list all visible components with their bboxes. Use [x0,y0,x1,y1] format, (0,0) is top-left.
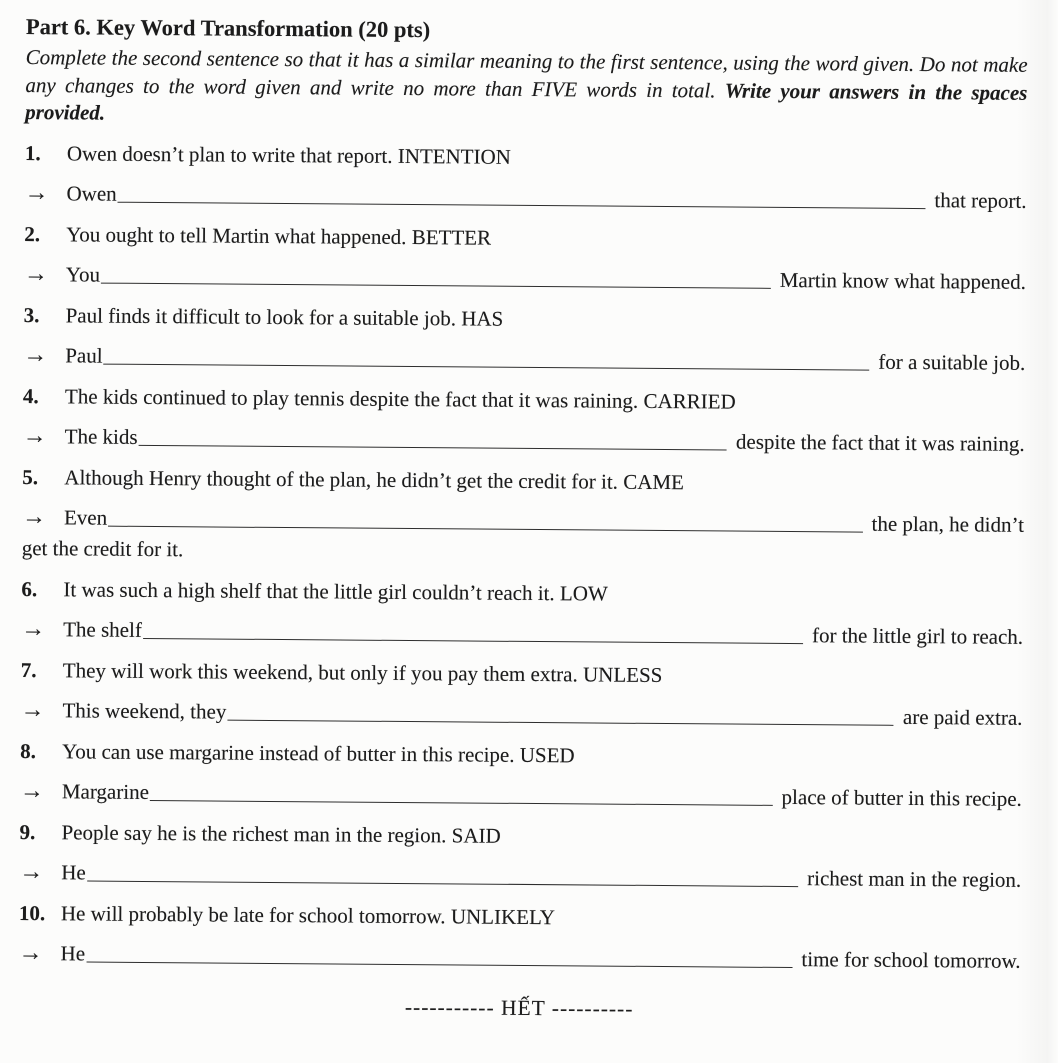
answer-row [23,421,1025,458]
key-word: UNLIKELY [450,903,556,929]
answer-blank-line [101,264,771,288]
question-text: Paul finds it difficult to look for a suitable job. [65,302,457,330]
answer-row [24,178,1026,215]
answer-suffix: for the little girl to reach. [811,622,1024,649]
answer-blank-line [150,782,773,806]
question-sentence [61,899,555,932]
end-marker: ----------- HẾT ---------- [404,994,634,1021]
item-number: 4. [22,383,39,408]
arrow-icon: → [23,341,47,368]
question-sentence [66,301,504,333]
key-word: SAID [451,822,501,848]
answer-prefix: He [61,859,86,884]
question-sentence [67,139,511,171]
question-text: You ought to tell Martin what happened. [66,221,407,249]
key-word: CARRIED [643,388,736,414]
question-row [24,300,1026,337]
answer-blank-line [143,620,803,644]
question-row [20,736,1022,773]
answer-row [23,340,1025,377]
item-number: 3. [23,302,40,327]
question-row [24,219,1026,256]
answer-blank-line [118,183,926,208]
answer-suffix: despite the fact that it was raining. [735,429,1025,456]
question-text: The kids continued to play tennis despite the fact that it was raining. [64,383,639,413]
question-row [23,381,1025,418]
answer-suffix: richest man in the region. [807,865,1022,892]
answer-row [20,776,1022,813]
item-number: 2. [24,221,41,246]
question-sentence [62,737,575,770]
question-item [18,898,1021,975]
answer-suffix: time for school tomorrow. [801,946,1021,973]
item-number: 7. [20,657,37,682]
answer-prefix: The shelf [63,616,142,642]
answer-row [18,938,1020,975]
item-number: 9. [19,819,36,844]
answer-prefix: You [65,261,101,287]
answer-row [21,614,1023,651]
question-sentence [64,463,684,497]
answer-prefix: Paul [65,342,103,368]
answer-prefix: Even [63,504,108,530]
answer-blank-line [227,701,894,725]
arrow-icon: → [19,777,43,804]
question-item [19,817,1022,894]
item-number: 1. [24,140,41,165]
arrow-icon: → [24,179,48,206]
question-text: Although Henry thought of the plan, he didn’t get the credit for it. [64,464,619,494]
question-row [21,655,1023,692]
answer-blank-line [139,427,728,451]
question-text: Owen doesn’t plan to write that report. [66,140,393,168]
answer-blank-line [108,507,863,532]
question-item [20,736,1023,813]
answer-prefix: He [60,940,86,965]
instructions [25,44,1028,134]
answer-row [19,857,1021,894]
page-content [18,12,1028,1024]
question-item [24,138,1027,215]
question-item [23,381,1026,458]
answer-prefix: The kids [64,423,138,449]
question-sentence [61,818,500,850]
question-item [24,219,1027,296]
item-number: 10. [18,900,46,925]
answer-suffix: are paid extra. [902,704,1023,730]
answer-continuation: get the credit for it. [21,535,184,561]
question-sentence [63,656,663,690]
question-text: They will work this weekend, but only if you pay them extra. [62,657,578,686]
question-item [22,462,1025,570]
answer-row [20,695,1022,732]
arrow-icon: → [21,615,45,642]
answer-suffix: place of butter in this recipe. [781,784,1022,811]
key-word: LOW [559,580,608,606]
instructions-text: Complete the second sentence so that it has a similar meaning to the first sentence, using the word given. Do not make any changes to the word given and write no more than FIVE words in total. [25,44,1028,102]
question-text: He will probably be late for school tomorrow. [60,900,446,928]
key-word: INTENTION [397,143,511,169]
answer-prefix: Owen [66,180,117,206]
question-sentence [65,382,736,416]
items-list [18,138,1026,975]
answer-blank-line [86,943,793,967]
question-item [23,300,1026,377]
arrow-icon: → [22,422,46,449]
question-item [20,655,1023,732]
key-word: BETTER [411,224,492,250]
answer-prefix: Margarine [61,778,150,804]
question-row [25,138,1027,175]
arrow-icon: → [18,939,42,966]
question-text: You can use margarine instead of butter in this recipe. [62,738,515,767]
item-number: 5. [22,464,39,489]
question-item [21,574,1024,651]
question-row [19,817,1021,854]
answer-row [24,259,1026,296]
question-sentence [66,220,491,252]
arrow-icon: → [20,696,44,723]
answer-prefix: This weekend, they [62,697,227,724]
answer-blank-line [87,862,799,886]
key-word: HAS [461,305,504,331]
question-row [19,898,1021,935]
question-row [21,574,1023,611]
item-number: 6. [21,576,38,601]
item-number: 8. [20,738,37,763]
arrow-icon: → [21,503,46,530]
key-word: CAME [623,469,685,494]
part-title: Part 6. Key Word Transformation (20 pts) [25,13,431,43]
question-sentence [63,575,608,608]
answer-suffix: the plan, he didn’t [871,511,1025,537]
arrow-icon: → [19,858,43,885]
question-text: It was such a high shelf that the little girl couldn’t reach it. [63,576,555,605]
answer-suffix: Martin know what happened. [779,267,1027,294]
answer-blank-line [104,345,870,370]
answer-suffix: for a suitable job. [878,349,1026,375]
answer-suffix: that report. [934,187,1027,213]
key-word: UNLESS [582,661,663,687]
key-word: USED [519,742,575,767]
arrow-icon: → [23,260,48,287]
instructions-emphasis: Write your answers in the spaces provided. [25,77,1028,125]
question-row [22,462,1024,499]
question-text: People say he is the richest man in the region. [61,819,447,847]
